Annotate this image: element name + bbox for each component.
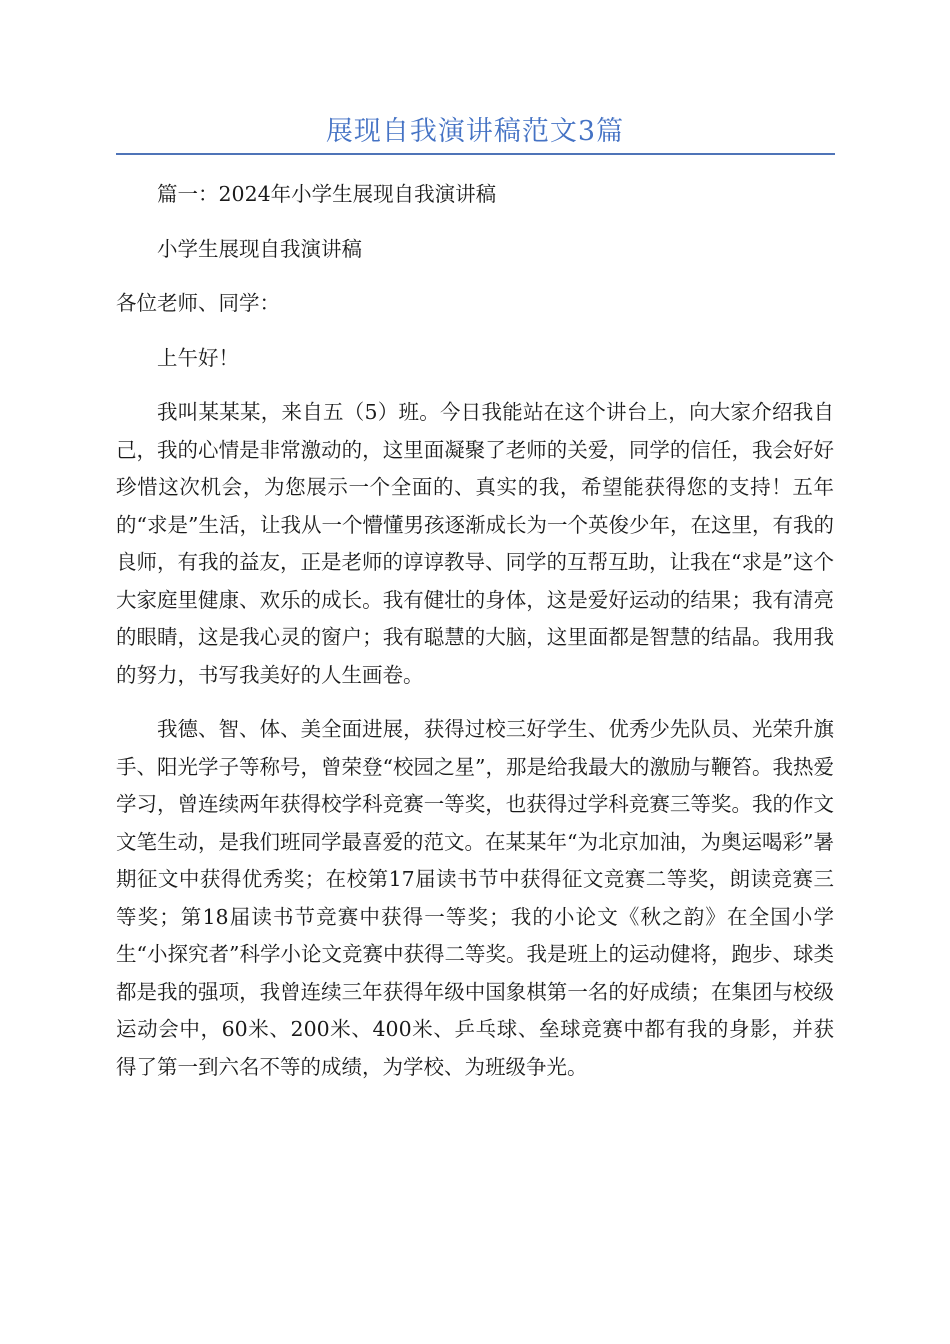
document-title: 展现自我演讲稿范文3篇 <box>325 116 625 147</box>
document-body <box>116 176 834 1103</box>
title-underline <box>116 153 835 155</box>
section-heading: 篇一：2024年小学生展现自我演讲稿 <box>157 182 497 206</box>
body-paragraph: 我叫某某某，来自五（5）班。今日我能站在这个讲台上，向大家介绍我自己，我的心情是非常激动的，这里面凝聚了老师的关爱，同学的信任，我会好好珍惜这次机会，为您展示一个全面的、真实的我，希望能获得您的支持！五年的“求是”生活，让我从一个懵懂男孩逐渐成长为一个英俊少年，在这里，有我的良师，有我的益友，正是老师的谆谆教导、同学的互帮互助，让我在“求是”这个大家庭里健康、欢乐的成长。我有健壮的身体，这是爱好运动的结果；我有清亮的眼睛，这是我心灵的窗户；我有聪慧的大脑，这里面都是智慧的结晶。我用我的努力，书写我美好的人生画卷。 <box>116 400 834 687</box>
salutation: 各位老师、同学： <box>116 291 280 315</box>
greeting: 上午好！ <box>157 345 239 370</box>
body-paragraph: 我德、智、体、美全面进展，获得过校三好学生、优秀少先队员、光荣升旗手、阳光学子等称号，曾荣登“校园之星”，那是给我最大的激励与鞭笞。我热爱学习，曾连续两年获得校学科竞赛一等奖，也获得过学科竞赛三等奖。我的作文文笔生动，是我们班同学最喜爱的范文。在某某年“为北京加油，为奥运喝彩”暑期征文中获得优秀奖；在校第17届读书节中获得征文竞赛二等奖，朗读竞赛三等奖；第18届读书节竞赛中获得一等奖；我的小论文《秋之韵》在全国小学生“小探究者”科学小论文竞赛中获得二等奖。我是班上的运动健将，跑步、球类都是我的强项，我曾连续三年获得年级中国象棋第一名的好成绩；在集团与校级运动会中，60米、200米、400米、乒乓球、垒球竞赛中都有我的身影，并获得了第一到六名不等的成绩，为学校、为班级争光。 <box>116 717 834 1079</box>
speech-title: 小学生展现自我演讲稿 <box>157 236 362 261</box>
